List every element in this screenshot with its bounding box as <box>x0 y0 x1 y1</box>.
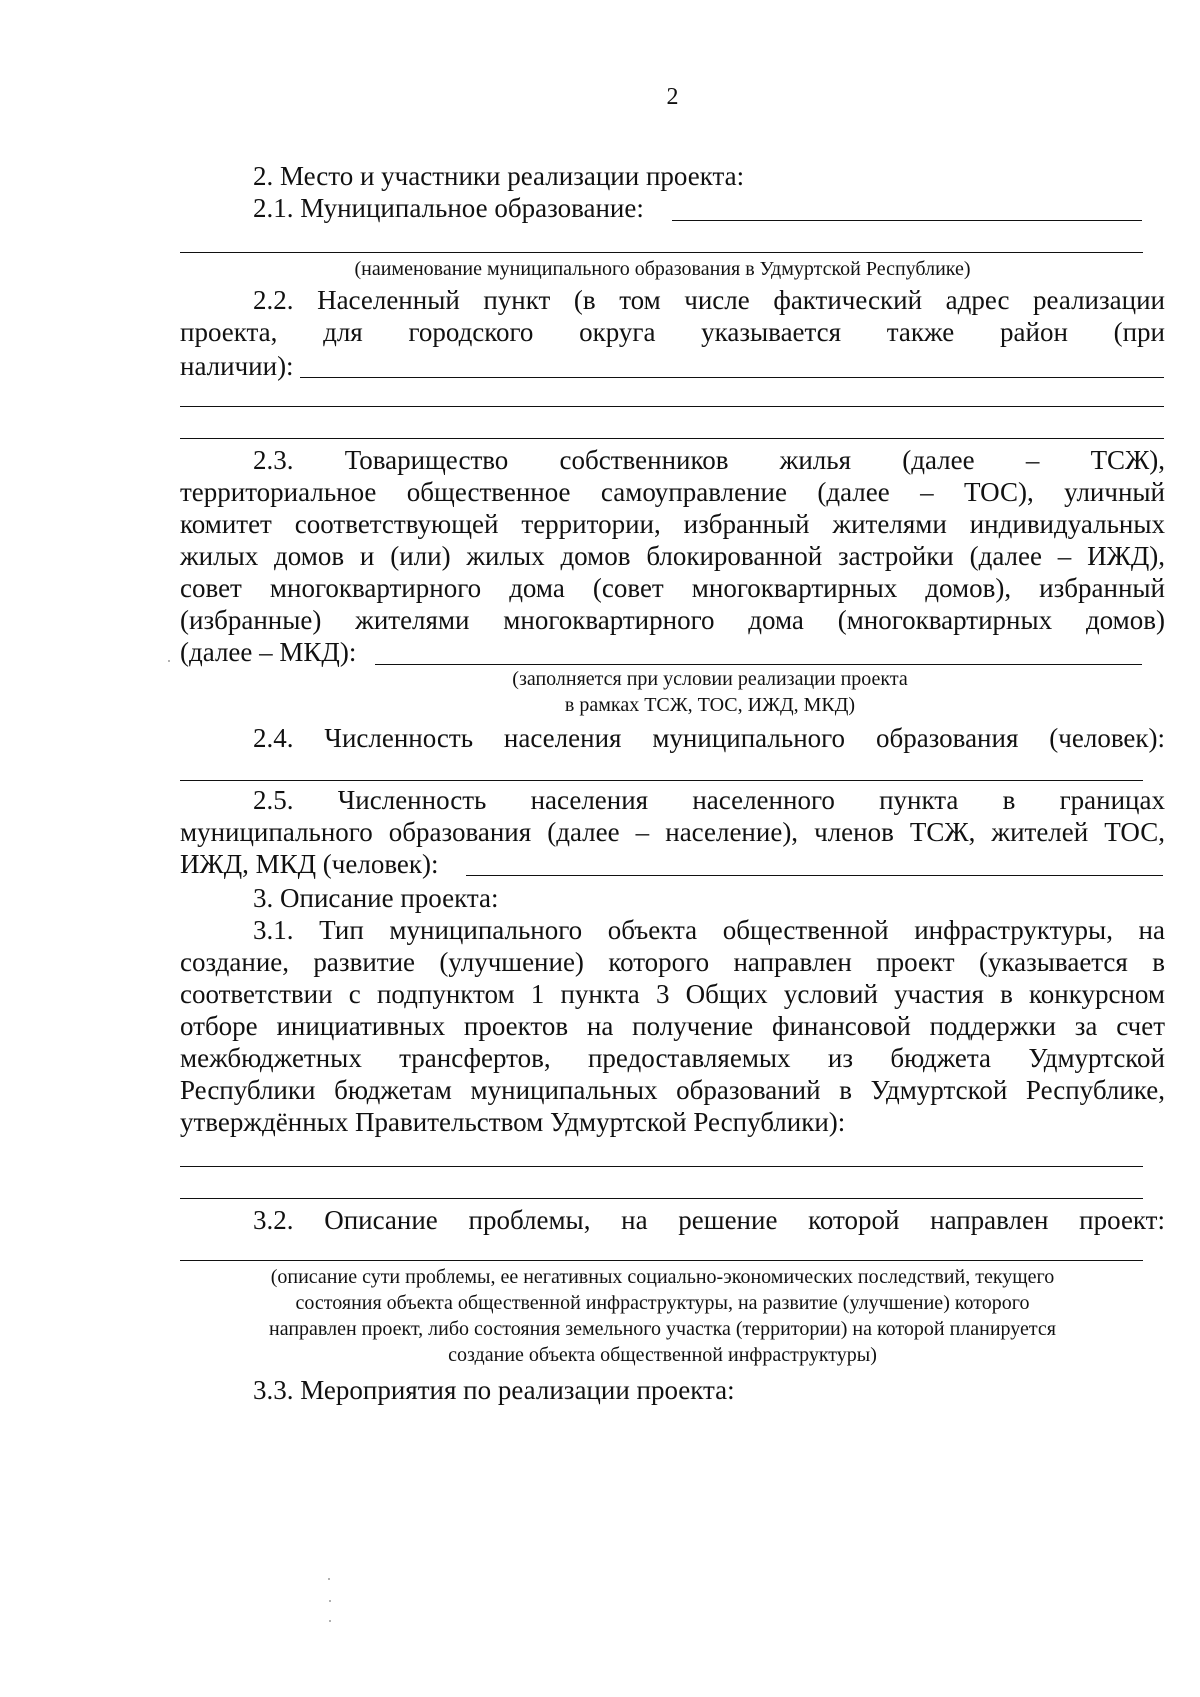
section-3-heading: 3. Описание проекта: <box>253 883 499 913</box>
fill-line-3-1a[interactable] <box>180 1166 1143 1167</box>
item-3-1-line-7: утверждённых Правительством Удмуртской Республики): <box>180 1107 846 1137</box>
page-number: 2 <box>666 84 679 110</box>
item-2-2-line-3: наличии): <box>180 351 294 381</box>
item-2-1: 2.1. Муниципальное образование: <box>253 193 644 223</box>
scan-speck <box>329 1620 331 1622</box>
section-2-heading: 2. Место и участники реализации проекта: <box>253 161 745 191</box>
item-3-2: 3.2. Описание проблемы, на решение которой направлен проект: <box>253 1205 1165 1235</box>
item-2-3-line-2: территориальное общественное самоуправление (далее – ТОС), уличный <box>180 477 1165 507</box>
item-2-3-line-3: комитет соответствующей территории, избранный жителями индивидуальных <box>180 509 1165 539</box>
fill-line-3-2[interactable] <box>180 1260 1143 1261</box>
item-3-1-line-5: межбюджетных трансфертов, предоставляемых из бюджета Удмуртской <box>180 1043 1165 1073</box>
item-3-1-line-3: соответствии с подпунктом 1 пункта 3 Общих условий участия в конкурсном <box>180 979 1165 1009</box>
item-3-3: 3.3. Мероприятия по реализации проекта: <box>253 1375 735 1405</box>
fill-line-2-1[interactable] <box>672 220 1142 221</box>
caption-3-2-line-2: состояния объекта общественной инфраструктуры, на развитие (улучшение) которого <box>295 1292 1030 1314</box>
fill-line-2-3[interactable] <box>375 664 1142 665</box>
item-2-3-line-7: (далее – МКД): <box>180 637 357 667</box>
fill-line-2-1b[interactable] <box>180 252 1143 253</box>
item-2-5-line-2: муниципального образования (далее – население), членов ТСЖ, жителей ТОС, <box>180 817 1165 847</box>
caption-3-2-line-1: (описание сути проблемы, ее негативных социально-экономических последствий, текущего <box>270 1266 1055 1288</box>
item-2-2-line-2: проекта, для городского округа указывается также район (при <box>180 317 1165 347</box>
fill-line-2-4[interactable] <box>180 780 1143 781</box>
caption-3-2-line-3: направлен проект, либо состояния земельного участка (территории) на которой планируется <box>269 1318 1056 1340</box>
item-3-1-line-2: создание, развитие (улучшение) которого направлен проект (указывается в <box>180 947 1165 977</box>
fill-line-2-2b[interactable] <box>180 406 1164 407</box>
item-2-3-line-6: (избранные) жителями многоквартирного дома (многоквартирных домов) <box>180 605 1165 635</box>
item-2-5-line-3: ИЖД, МКД (человек): <box>180 849 439 879</box>
fill-line-2-2c[interactable] <box>180 438 1164 439</box>
item-2-3-line-4: жилых домов и (или) жилых домов блокированной застройки (далее – ИЖД), <box>180 541 1165 571</box>
caption-3-2-line-4: создание объекта общественной инфраструктуры) <box>448 1344 877 1366</box>
scan-speck <box>168 660 170 662</box>
fill-line-2-2a[interactable] <box>300 377 1164 378</box>
item-3-1-line-6: Республики бюджетам муниципальных образований в Удмуртской Республике, <box>180 1075 1165 1105</box>
item-2-3-line-5: совет многоквартирного дома (совет многоквартирных домов), избранный <box>180 573 1165 603</box>
caption-2-3-line-2: в рамках ТСЖ, ТОС, ИЖД, МКД) <box>564 694 856 716</box>
fill-line-3-1b[interactable] <box>180 1198 1143 1199</box>
item-3-1-line-4: отборе инициативных проектов на получение финансовой поддержки за счет <box>180 1011 1165 1041</box>
item-2-4: 2.4. Численность населения муниципального образования (человек): <box>253 723 1165 753</box>
item-2-2-line-1: 2.2. Населенный пункт (в том числе фактический адрес реализации <box>253 285 1165 315</box>
item-3-1-line-1: 3.1. Тип муниципального объекта общественной инфраструктуры, на <box>253 915 1165 945</box>
caption-2-3-line-1: (заполняется при условии реализации проекта <box>512 668 908 690</box>
item-2-5-line-1: 2.5. Численность населения населенного пункта в границах <box>253 785 1165 815</box>
scan-speck <box>329 1600 331 1602</box>
caption-2-1: (наименование муниципального образования в Удмуртской Республике) <box>354 258 971 280</box>
fill-line-2-5[interactable] <box>466 875 1163 876</box>
item-2-3-line-1: 2.3. Товарищество собственников жилья (далее – ТСЖ), <box>253 445 1165 475</box>
scan-speck <box>328 1578 330 1580</box>
